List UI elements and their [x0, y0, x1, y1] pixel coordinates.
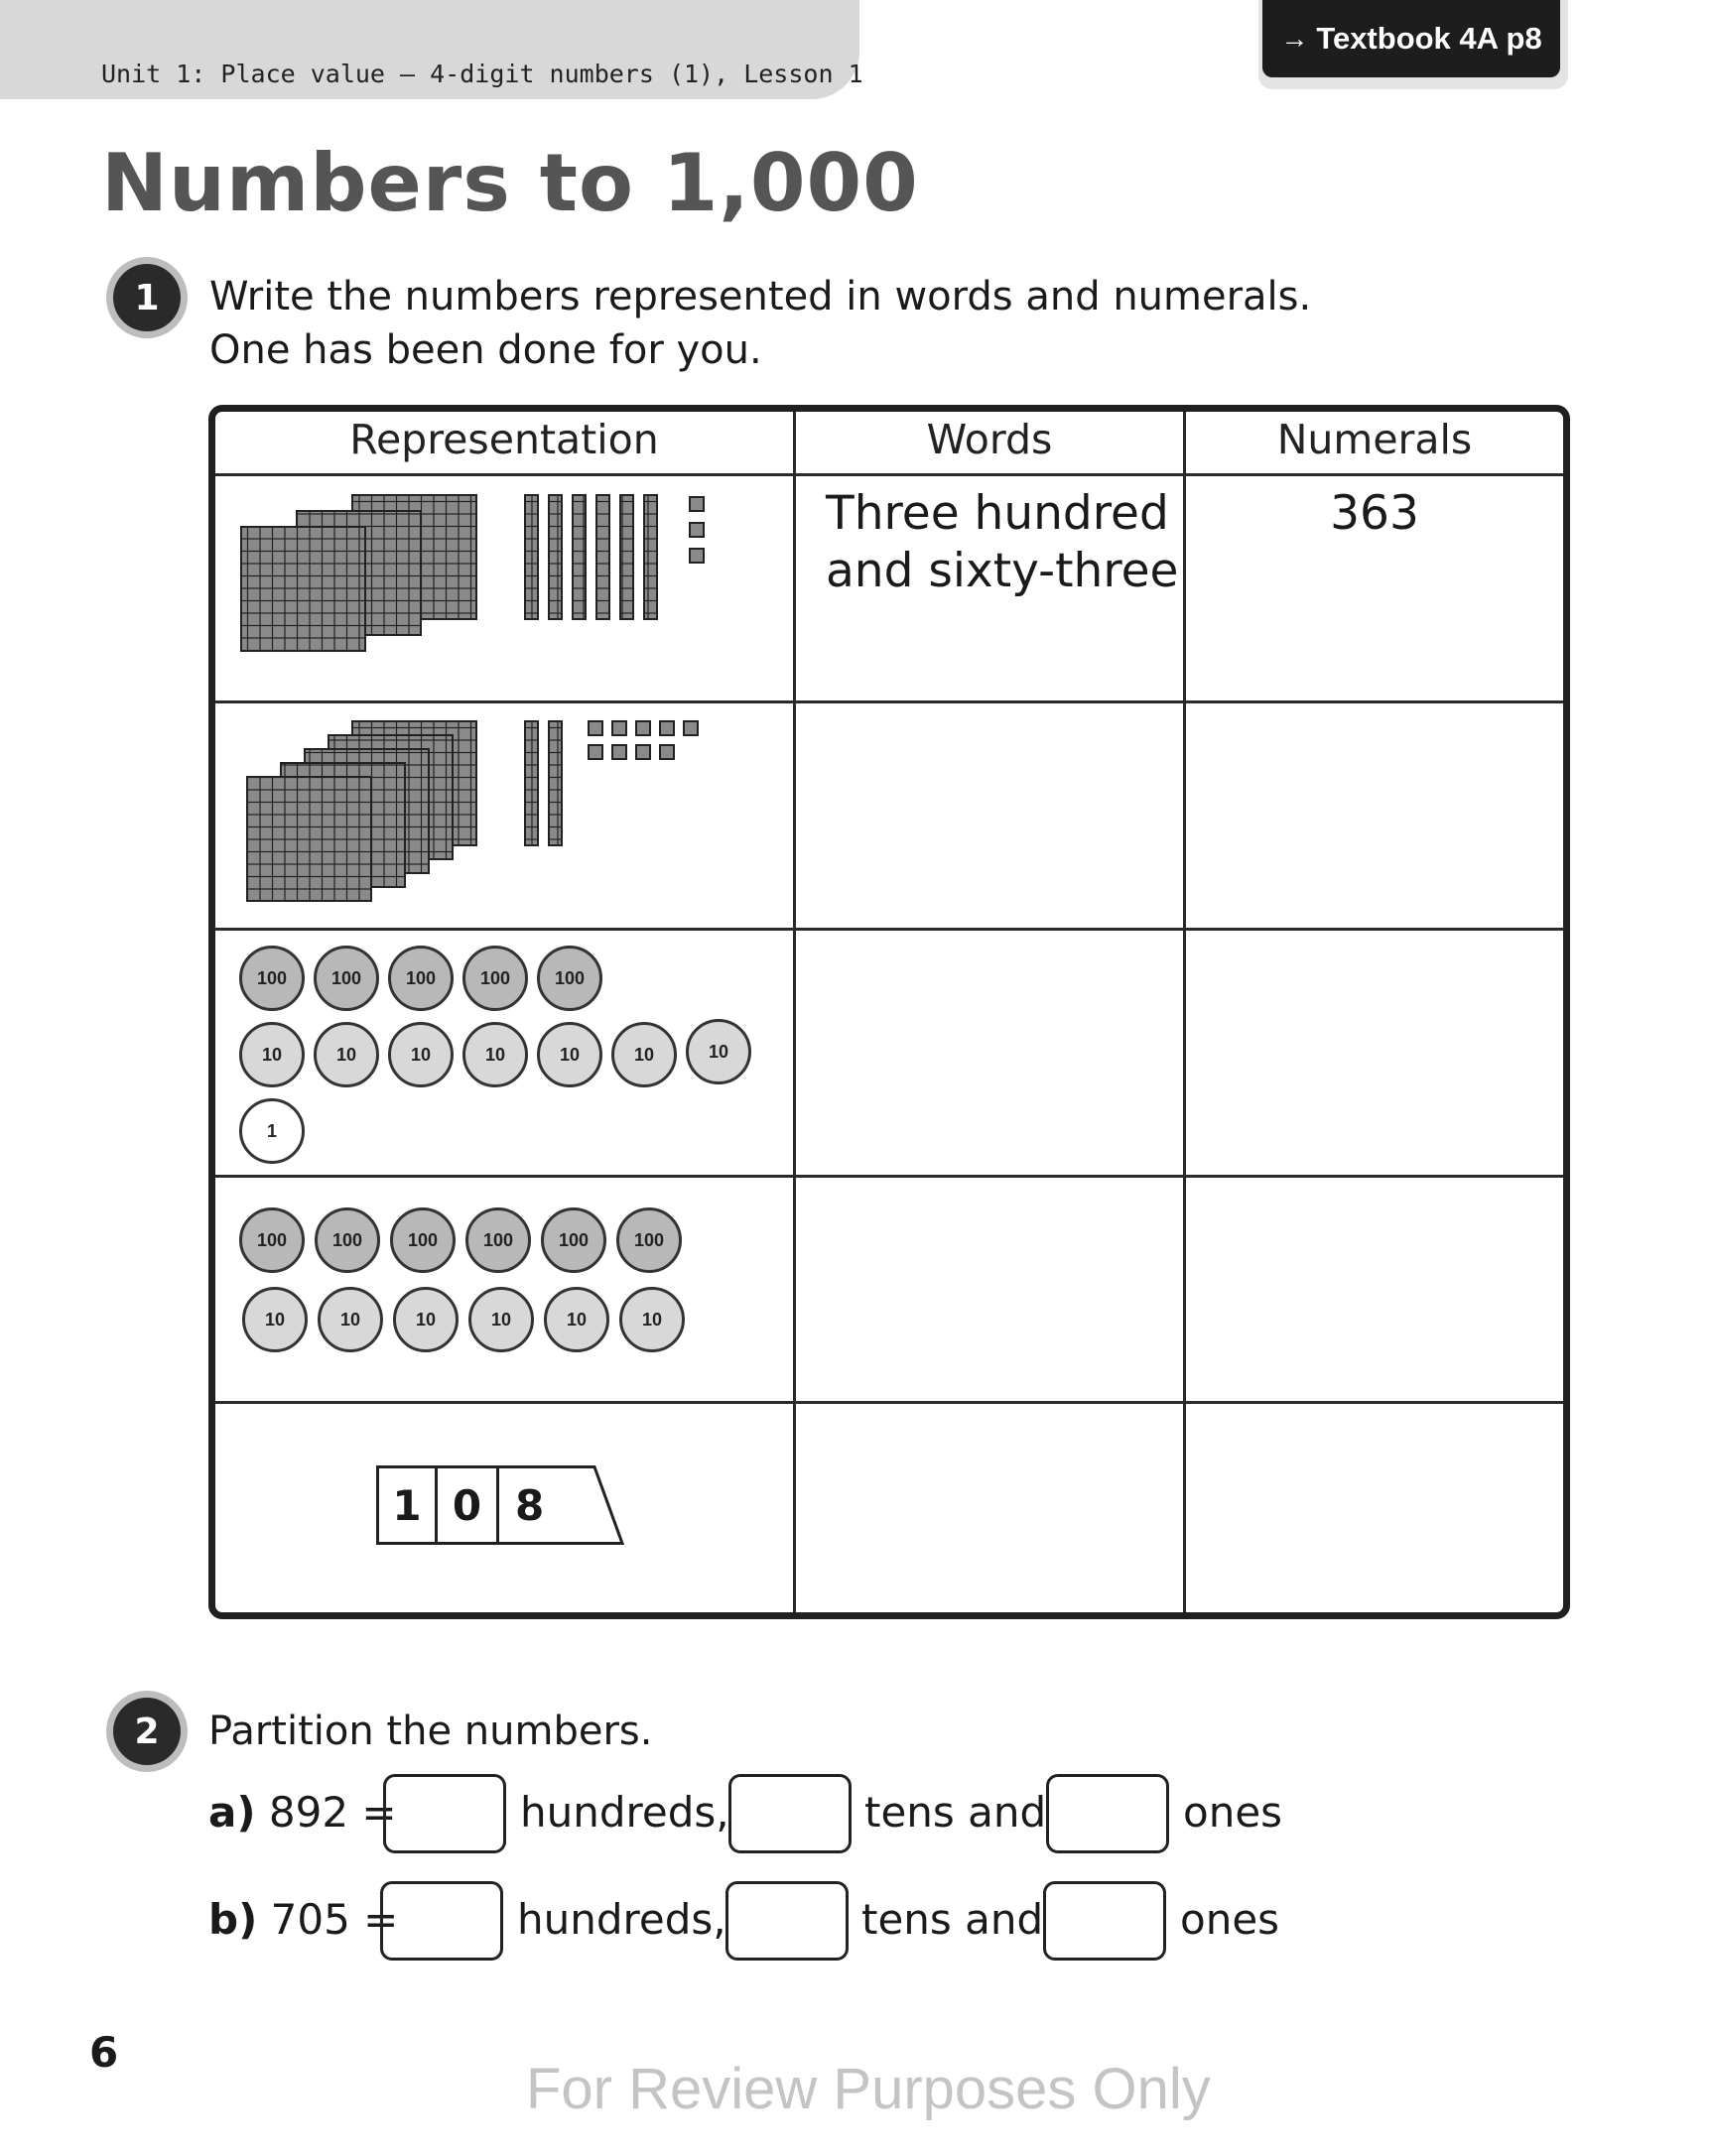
ten-counter: 10 — [239, 1022, 305, 1087]
partition-a-number: 892 = — [268, 1788, 397, 1837]
ten-counter: 10 — [537, 1022, 602, 1087]
partition-a-expression — [208, 1788, 397, 1837]
column-divider — [793, 412, 796, 1612]
example-words-answer — [826, 485, 1178, 600]
hundred-counter: 100 — [315, 1207, 380, 1273]
partition-a-tens-input[interactable] — [728, 1774, 852, 1853]
partition-b-expression — [208, 1895, 398, 1944]
hundred-counter: 100 — [390, 1207, 456, 1273]
partition-b-number: 705 = — [270, 1895, 399, 1944]
question-2-badge — [113, 1698, 181, 1765]
hundred-counter: 100 — [314, 946, 379, 1011]
one-cube — [589, 745, 602, 759]
page-number: 6 — [89, 2028, 119, 2077]
one-cube — [684, 721, 698, 735]
question-2-instruction: Partition the numbers. — [208, 1709, 653, 1754]
place-value-tens-box: 0 — [438, 1465, 499, 1545]
ten-rod — [525, 495, 538, 619]
ten-counter: 10 — [544, 1287, 609, 1352]
example-words-line-2: and sixty-three — [826, 544, 1179, 598]
instruction-line-1: Write the numbers represented in words and numerals. — [209, 274, 1312, 319]
row-divider — [215, 928, 1563, 931]
tens-label: tens and — [864, 1788, 1047, 1837]
ten-rod — [644, 495, 657, 619]
review-watermark: For Review Purposes Only — [526, 2057, 1211, 2121]
ten-counter: 10 — [318, 1287, 383, 1352]
one-cube — [690, 497, 704, 511]
one-cube — [589, 721, 602, 735]
textbook-reference-badge — [1262, 0, 1560, 77]
partition-b-tens-input[interactable] — [725, 1881, 849, 1961]
hundreds-label: hundreds, — [517, 1895, 726, 1944]
question-1-badge — [113, 264, 181, 331]
one-counter: 1 — [239, 1098, 305, 1164]
hundred-counter: 100 — [616, 1207, 682, 1273]
ten-counter: 10 — [393, 1287, 459, 1352]
one-cube — [660, 745, 674, 759]
ten-counter: 10 — [611, 1022, 677, 1087]
hundreds-label: hundreds, — [520, 1788, 729, 1837]
one-cube — [612, 745, 626, 759]
arrow-right-icon: → — [1280, 23, 1309, 54]
partition-b-ones-input[interactable] — [1043, 1881, 1166, 1961]
question-1-instruction — [209, 270, 1311, 377]
column-header-representation: Representation — [349, 416, 659, 463]
hundred-flat — [241, 527, 365, 651]
place-value-arrow-tip — [545, 1465, 624, 1545]
one-cube — [612, 721, 626, 735]
hundred-counter: 100 — [239, 946, 305, 1011]
column-divider — [1183, 412, 1186, 1612]
instruction-line-2: One has been done for you. — [209, 327, 762, 373]
ten-counter: 10 — [686, 1019, 751, 1084]
ten-counter: 10 — [619, 1287, 685, 1352]
partition-b-hundreds-input[interactable] — [380, 1881, 503, 1961]
example-words-line-1: Three hundred — [826, 486, 1169, 541]
row-divider — [215, 700, 1563, 703]
hundred-counter: 100 — [239, 1207, 305, 1273]
row-divider — [215, 1175, 1563, 1178]
ten-counter: 10 — [388, 1022, 454, 1087]
ten-counter: 10 — [314, 1022, 379, 1087]
place-value-hundreds-box: 1 — [376, 1465, 438, 1545]
hundred-counter: 100 — [388, 946, 454, 1011]
ten-rod — [573, 495, 586, 619]
ones-label: ones — [1183, 1788, 1283, 1837]
row-divider — [215, 473, 1563, 476]
ten-rod — [620, 495, 633, 619]
partition-b-label: b) — [208, 1895, 258, 1944]
example-numeral-answer: 363 — [1330, 486, 1419, 541]
tens-label: tens and — [861, 1895, 1044, 1944]
ten-rod — [549, 495, 562, 619]
unit-lesson-label: Unit 1: Place value – 4-digit numbers (1), Lesson 1 — [101, 60, 863, 88]
hundred-counter: 100 — [537, 946, 602, 1011]
ten-counter: 10 — [242, 1287, 308, 1352]
hundred-counter: 100 — [541, 1207, 606, 1273]
partition-a-label: a) — [208, 1788, 256, 1837]
answer-table — [208, 405, 1570, 1619]
column-header-words: Words — [926, 416, 1053, 463]
row-divider — [215, 1401, 1563, 1404]
ten-rod — [596, 495, 609, 619]
partition-a-ones-input[interactable] — [1046, 1774, 1169, 1853]
ten-counter: 10 — [462, 1022, 528, 1087]
ten-rod — [525, 721, 538, 845]
one-cube — [636, 721, 650, 735]
one-cube — [660, 721, 674, 735]
partition-a-hundreds-input[interactable] — [383, 1774, 506, 1853]
hundred-counter: 100 — [462, 946, 528, 1011]
one-cube — [636, 745, 650, 759]
page-title: Numbers to 1,000 — [101, 137, 919, 229]
ten-rod — [549, 721, 562, 845]
question-2-number: 2 — [134, 1711, 160, 1752]
hundred-counter: 100 — [465, 1207, 531, 1273]
ones-label: ones — [1180, 1895, 1280, 1944]
one-cube — [690, 523, 704, 537]
textbook-reference-label: Textbook 4A p8 — [1316, 21, 1542, 56]
one-cube — [690, 549, 704, 563]
ten-counter: 10 — [468, 1287, 534, 1352]
base-ten-blocks-row-2 — [235, 715, 751, 914]
column-header-numerals: Numerals — [1276, 416, 1473, 463]
base-ten-blocks-row-1 — [235, 489, 751, 688]
hundred-flat — [247, 777, 371, 901]
place-value-ones-box: 8 — [499, 1465, 545, 1545]
question-1-number: 1 — [134, 277, 160, 318]
